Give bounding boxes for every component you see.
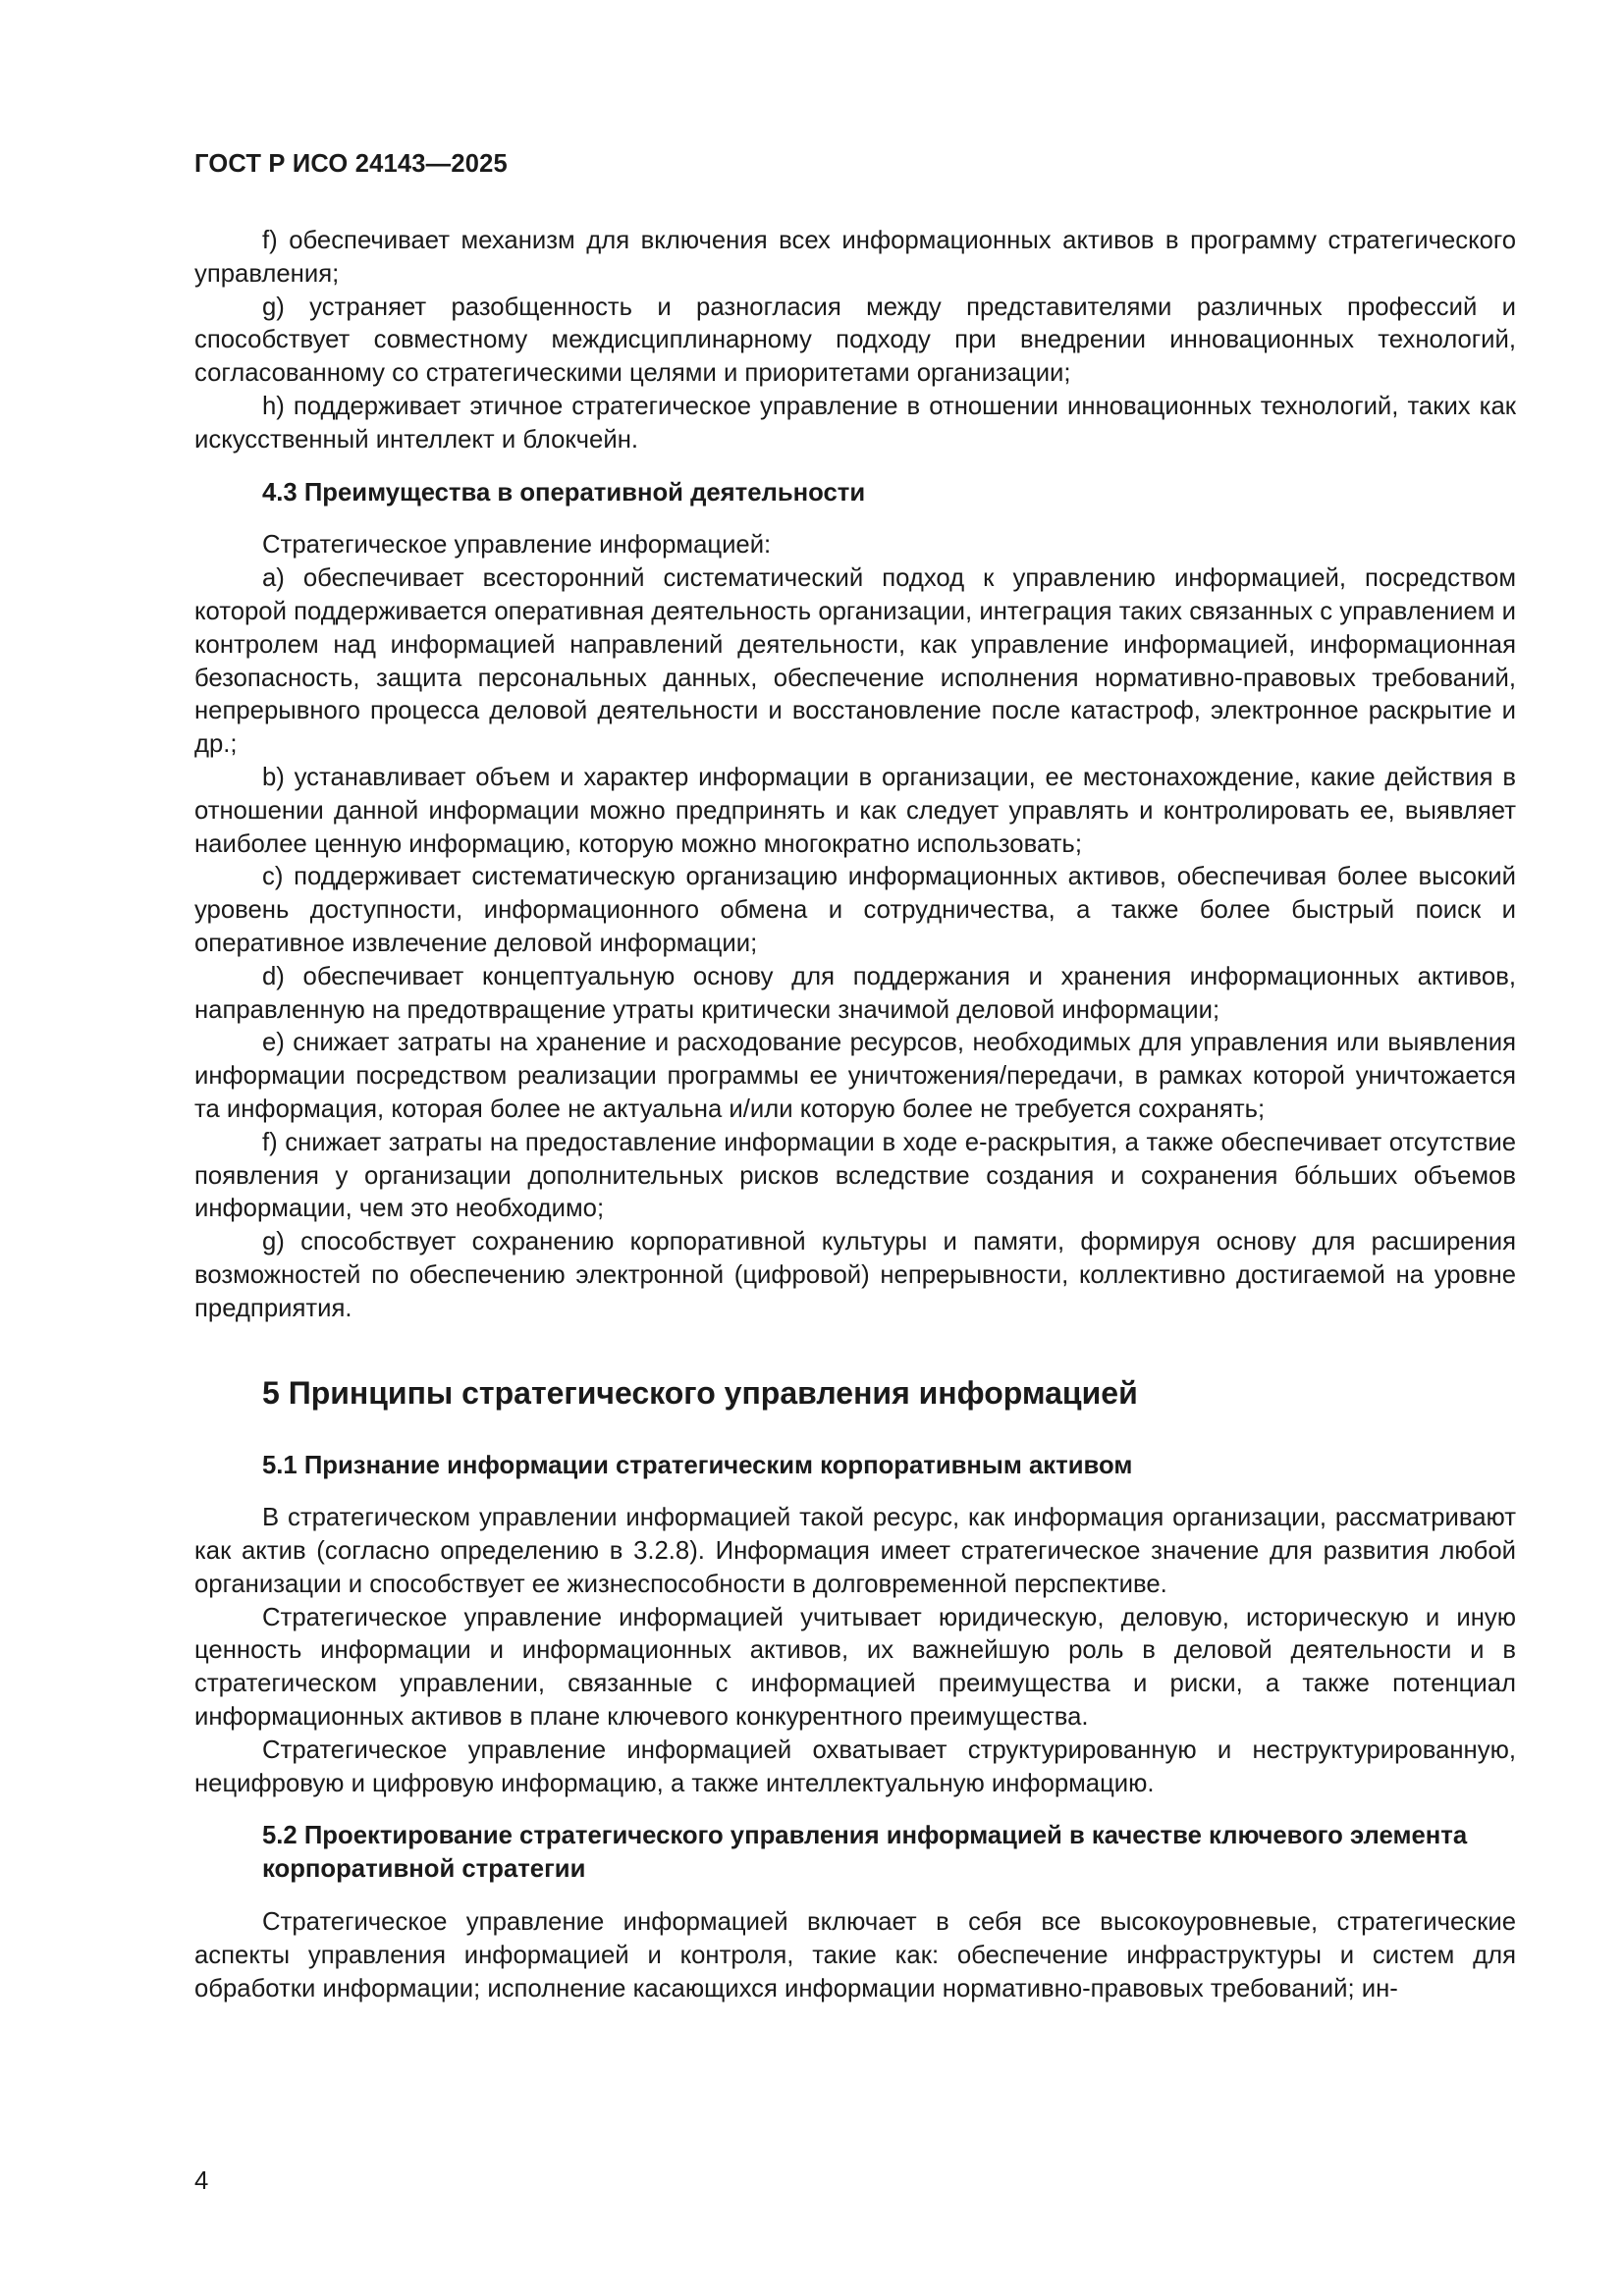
list-item-4-3-f: f) снижает затраты на предоставление информации в ходе е-раскрытия, а также обеспечивает отсутствие появления у организации дополнительных рисков вследствие создания и сохранения бóльших объемов информации, чем это необходимо; xyxy=(194,1128,1516,1223)
list-item-4-3-a: a) обеспечивает всесторонний систематический подход к управлению информацией, посредством которой поддерживается оперативная деятельность организации, интеграция таких связанных с управлением и контролем над информацией направлений деятельности, как управление информацией, информационная безопасность, защита персональных данных, обеспечение исполнения нормативно-правовых требований, непрерывного процесса деловой деятельности и восстановление после катастроф, электронное раскрытие и др.; xyxy=(194,564,1516,759)
section-4-3-lead: Стратегическое управление информацией: xyxy=(262,531,772,560)
page-number: 4 xyxy=(194,2167,209,2195)
standard-id-header: ГОСТ Р ИСО 24143—2025 xyxy=(194,150,508,178)
list-item-4-3-e: e) снижает затраты на хранение и расходование ресурсов, необходимых для управления или выявления информации посредством реализации программы ее уничтожения/передачи, в рамках которой уничтожается та информация, которая более не актуальна и/или которую более не требуется сохранять; xyxy=(194,1029,1516,1123)
subsection-title-5-2: 5.2 Проектирование стратегического управления информацией в качестве ключевого элемента корпоративной стратегии xyxy=(262,1822,1468,1884)
list-item-4-3-g: g) способствует сохранению корпоративной культуры и памяти, формируя основу для расширения возможностей по обеспечению электронной (цифровой) непрерывности, коллективно достигаемой на уровне предприятия. xyxy=(194,1228,1516,1322)
paragraph-5-1-3: Стратегическое управление информацией охватывает структурированную и неструктурированную, нецифровую и цифровую информацию, а также интеллектуальную информацию. xyxy=(194,1735,1516,1797)
page-content xyxy=(194,225,1516,2005)
list-item-intro-f: f) обеспечивает механизм для включения всех информационных активов в программу стратегического управления; xyxy=(194,227,1516,288)
paragraph-5-1-2: Стратегическое управление информацией учитывает юридическую, деловую, историческую и иную ценность информации и информационных активов, их важнейшую роль в деловой деятельности и в стратегическом управлении, связанные с информацией преимущества и риски, а также потенциал информационных активов в плане ключевого конкурентного преимущества. xyxy=(194,1603,1516,1732)
list-item-4-3-d: d) обеспечивает концептуальную основу для поддержания и хранения информационных активов, направленную на предотвращение утраты критически значимой деловой информации; xyxy=(194,962,1516,1024)
paragraph-5-2-1: Стратегическое управление информацией включает в себя все высокоуровневые, стратегические аспекты управления информацией и контроля, такие как: обеспечение инфраструктуры и систем для обработки информации; исполнение касающихся информации нормативно-правовых требований; ин- xyxy=(194,1908,1516,2002)
list-item-intro-h: h) поддерживает этичное стратегическое управление в отношении инновационных технологий, таких как искусственный интеллект и блокчейн. xyxy=(194,392,1516,454)
list-item-4-3-b: b) устанавливает объем и характер информации в организации, ее местонахождение, какие действия в отношении данной информации можно предпринять и как следует управлять и контролировать ее, выявляет наиболее ценную информацию, которую можно многократно использовать; xyxy=(194,763,1516,858)
list-item-intro-g: g) устраняет разобщенность и разногласия между представителями различных профессий и способствует совместному междисциплинарному подходу при внедрении инновационных технологий, согласованному со стратегическими целями и приоритетами организации; xyxy=(194,293,1516,388)
list-item-4-3-c: c) поддерживает систематическую организацию информационных активов, обеспечивая более высокий уровень доступности, информационного обмена и сотрудничества, а также более быстрый поиск и оперативное извлечение деловой информации; xyxy=(194,863,1516,957)
subsection-title-5-1: 5.1 Признание информации стратегическим корпоративным активом xyxy=(262,1451,1133,1479)
paragraph-5-1-1: В стратегическом управлении информацией такой ресурс, как информация организации, рассматривают как актив (согласно определению в 3.2.8). Информация имеет стратегическое значение для развития любой организации и способствует ее жизнеспособности в долговременной перспективе. xyxy=(194,1504,1516,1598)
section-title-5: 5 Принципы стратегического управления информацией xyxy=(262,1374,1138,1411)
subsection-title-4-3: 4.3 Преимущества в оперативной деятельности xyxy=(262,478,866,507)
